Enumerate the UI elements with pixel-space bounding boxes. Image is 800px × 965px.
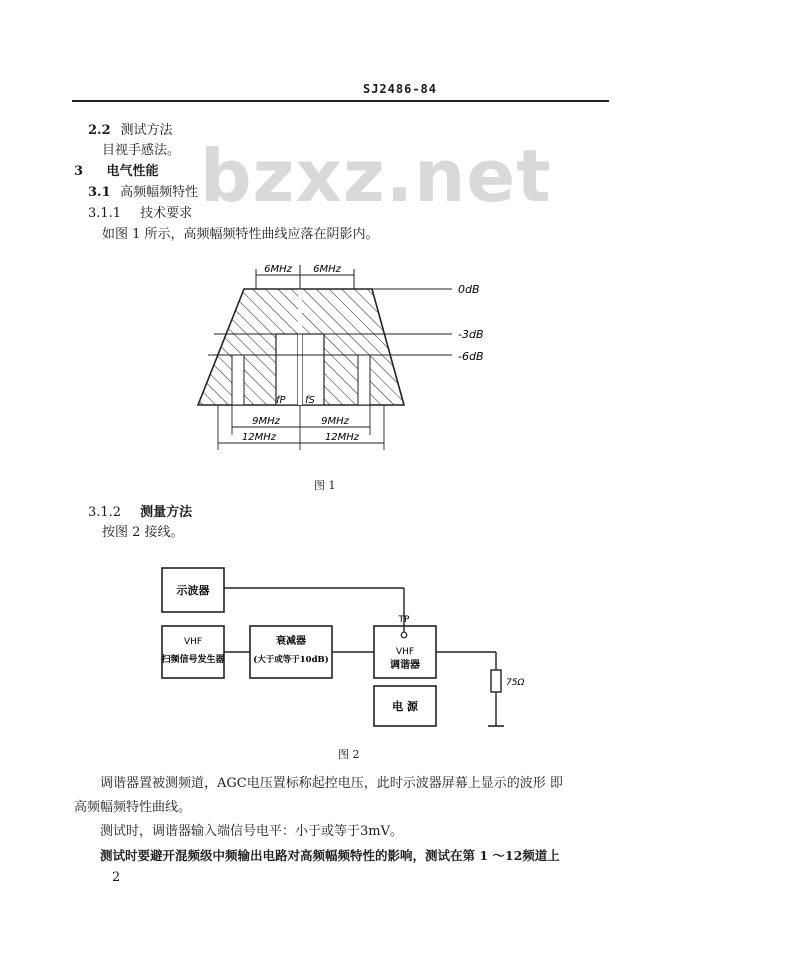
body-line-3: 测试时，调谐器输入端信号电平：小于或等于3mV。	[100, 824, 403, 839]
side-window-left	[232, 355, 244, 405]
level-label-3db: -3dB	[458, 328, 484, 341]
attenuator-label-2: (大于或等于10dB)	[253, 655, 329, 665]
section-number: 3.1.1	[88, 206, 122, 221]
attenuator-label-1: 衰减器	[276, 636, 306, 647]
generator-label-2: 扫频信号发生器	[161, 655, 225, 665]
resistor-label: 75Ω	[506, 678, 525, 688]
power-label: 电 源	[392, 700, 418, 713]
header-rule	[72, 100, 609, 102]
section-number: 3.1	[88, 185, 111, 200]
section-title: 技术要求	[140, 206, 193, 221]
oscilloscope-label: 示波器	[176, 584, 210, 597]
dim-12mhz-right: 12MHz	[324, 432, 360, 443]
tuner-label-1: VHF	[395, 647, 415, 657]
dim-12mhz-left: 12MHz	[241, 432, 277, 443]
dim-9mhz-left: 9MHz	[252, 416, 280, 427]
top-label-left: 6MHz	[264, 264, 292, 275]
section-number: 2.2	[88, 123, 111, 138]
section-3-1-1-body: 如图 1 所示，高频幅频特性曲线应落在阴影内。	[102, 227, 379, 242]
side-window-right	[358, 355, 370, 405]
figure-1-diagram	[180, 255, 510, 465]
level-label-6db: -6dB	[458, 350, 484, 363]
document-code: SJ2486-84	[362, 82, 438, 96]
page-number: 2	[112, 870, 121, 885]
section-title: 测量方法	[140, 505, 193, 520]
attenuator-box	[250, 626, 332, 678]
dim-9mhz-right: 9MHz	[321, 416, 349, 427]
section-3-1-1-heading	[88, 205, 192, 222]
freq-label-fp: fP	[276, 395, 286, 406]
freq-label-fs: fS	[305, 395, 315, 406]
top-label-right: 6MHz	[313, 264, 341, 275]
section-number: 3	[74, 164, 84, 179]
body-text	[74, 772, 610, 868]
section-3-1-heading	[88, 184, 198, 201]
watermark-logo: bzxz.net	[200, 134, 552, 218]
tp-node	[401, 632, 407, 638]
section-title: 电气性能	[106, 164, 159, 179]
figure-2-diagram	[150, 560, 530, 740]
section-3-heading	[74, 163, 159, 180]
center-gap	[298, 289, 302, 405]
resistor-75-ohm	[491, 670, 501, 692]
section-3-1-2-body: 按图 2 接线。	[102, 525, 184, 540]
figure-2-caption: 图 2	[338, 748, 360, 761]
body-line-1: 调谐器置被测频道，AGC电压置标称起控电压，此时示波器屏幕上显示的波形 即	[100, 776, 563, 791]
section-title: 测试方法	[120, 123, 173, 138]
generator-label-1: VHF	[183, 637, 203, 647]
figure-1-caption: 图 1	[314, 479, 336, 492]
section-number: 3.1.2	[88, 505, 122, 520]
section-title: 高频幅频特性	[120, 185, 199, 200]
section-3-1-2-heading	[88, 504, 192, 521]
tuner-label-2: 调谐器	[390, 660, 420, 671]
section-2-2-body: 目视手感法。	[102, 143, 181, 158]
body-line-4: 测试时要避开混频级中频输出电路对高频幅频特性的影响，测试在第 1 ～12频道上	[100, 848, 560, 863]
section-2-2-heading	[88, 122, 173, 139]
generator-box	[162, 626, 224, 678]
body-line-2: 高频幅频特性曲线。	[74, 800, 192, 815]
tp-label: TP	[398, 615, 410, 625]
level-label-0db: 0dB	[458, 283, 480, 296]
